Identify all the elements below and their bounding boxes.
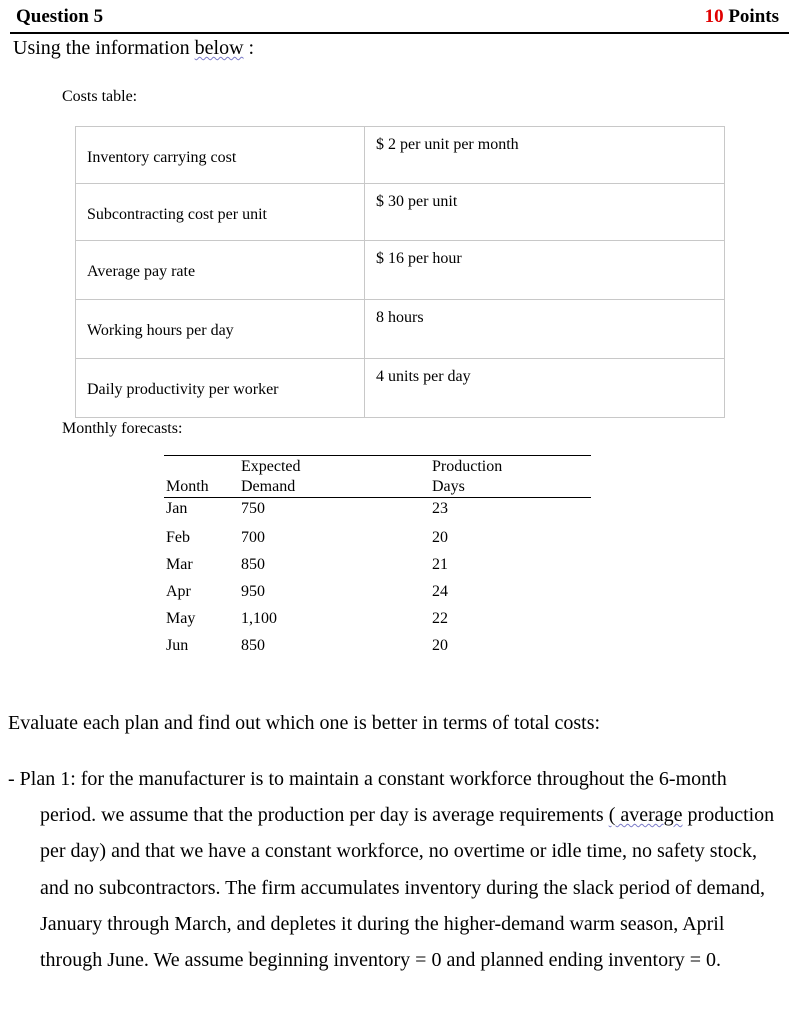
row-demand: 950 xyxy=(241,583,265,600)
row-month: Feb xyxy=(166,529,190,546)
plan-1-first-line: - Plan 1: for the manufacturer is to maintain a constant workforce throughout the 6-month xyxy=(8,768,727,790)
row-month: Mar xyxy=(166,556,193,573)
cost-name: Subcontracting cost per unit xyxy=(87,206,267,223)
plan-1-line2: period. we assume that the production per day is average requirements xyxy=(40,804,609,827)
row-demand: 850 xyxy=(241,637,265,654)
costs-table-label: Costs table: xyxy=(62,88,138,105)
header-days-line2: Days xyxy=(432,478,465,495)
row-demand: 850 xyxy=(241,556,265,573)
row-month: May xyxy=(166,610,196,627)
cost-name: Working hours per day xyxy=(87,322,234,339)
evaluate-instruction: Evaluate each plan and find out which one is better in terms of total costs: xyxy=(8,712,601,734)
question-title: Question 5 xyxy=(16,6,104,27)
forecast-table xyxy=(164,455,591,665)
cost-value: $ 30 per unit xyxy=(376,193,458,210)
row-days: 21 xyxy=(432,556,448,573)
row-demand: 1,100 xyxy=(241,610,277,627)
points-value: 10 xyxy=(704,6,724,27)
cost-value: 4 units per day xyxy=(376,368,471,385)
header-demand-line1: Expected xyxy=(241,458,301,475)
row-days: 24 xyxy=(432,583,448,600)
row-days: 20 xyxy=(432,529,448,546)
table-top-rule xyxy=(164,455,591,456)
cost-value: $ 16 per hour xyxy=(376,250,462,267)
costs-table xyxy=(75,126,725,418)
table-row xyxy=(76,127,725,184)
header-month: Month xyxy=(166,478,209,495)
points-word: Points xyxy=(728,6,779,27)
table-row xyxy=(76,241,725,300)
row-days: 23 xyxy=(432,500,448,517)
table-row xyxy=(76,300,725,359)
plan-1-rest: production per day) and that we have a constant workforce, no overtime or idle time, no safety stock, and no subcontractors. The firm accumulates inventory during the slack period of demand, January through March, and depletes it during the higher-demand warm season, April through June. We assume beginning inventory = 0 and planned ending inventory = 0. xyxy=(40,804,775,972)
row-month: Jan xyxy=(166,500,188,517)
header-days-line1: Production xyxy=(432,458,503,475)
intro-text xyxy=(13,37,254,60)
cost-name: Inventory carrying cost xyxy=(87,149,237,166)
plan-1-underlined: ( average xyxy=(608,804,683,827)
header-rule xyxy=(10,32,789,34)
points-label xyxy=(705,6,779,28)
row-month: Apr xyxy=(166,583,191,600)
cost-name: Average pay rate xyxy=(87,263,196,280)
header-rule xyxy=(164,497,591,498)
table-row xyxy=(76,184,725,241)
row-demand: 750 xyxy=(241,500,265,517)
intro-suffix: : xyxy=(243,37,255,59)
intro-prefix: Using the information xyxy=(13,37,195,59)
plan-1-text xyxy=(8,761,784,978)
cost-name: Daily productivity per worker xyxy=(87,381,279,398)
table-row xyxy=(76,359,725,418)
row-days: 22 xyxy=(432,610,448,627)
header-demand-line2: Demand xyxy=(241,478,296,495)
cost-value: $ 2 per unit per month xyxy=(376,136,519,153)
forecasts-label: Monthly forecasts: xyxy=(62,420,183,437)
row-demand: 700 xyxy=(241,529,265,546)
intro-underlined: below xyxy=(194,37,244,59)
cost-value: 8 hours xyxy=(376,309,424,326)
row-month: Jun xyxy=(166,637,189,654)
plan-1-body xyxy=(8,797,784,978)
row-days: 20 xyxy=(432,637,448,654)
